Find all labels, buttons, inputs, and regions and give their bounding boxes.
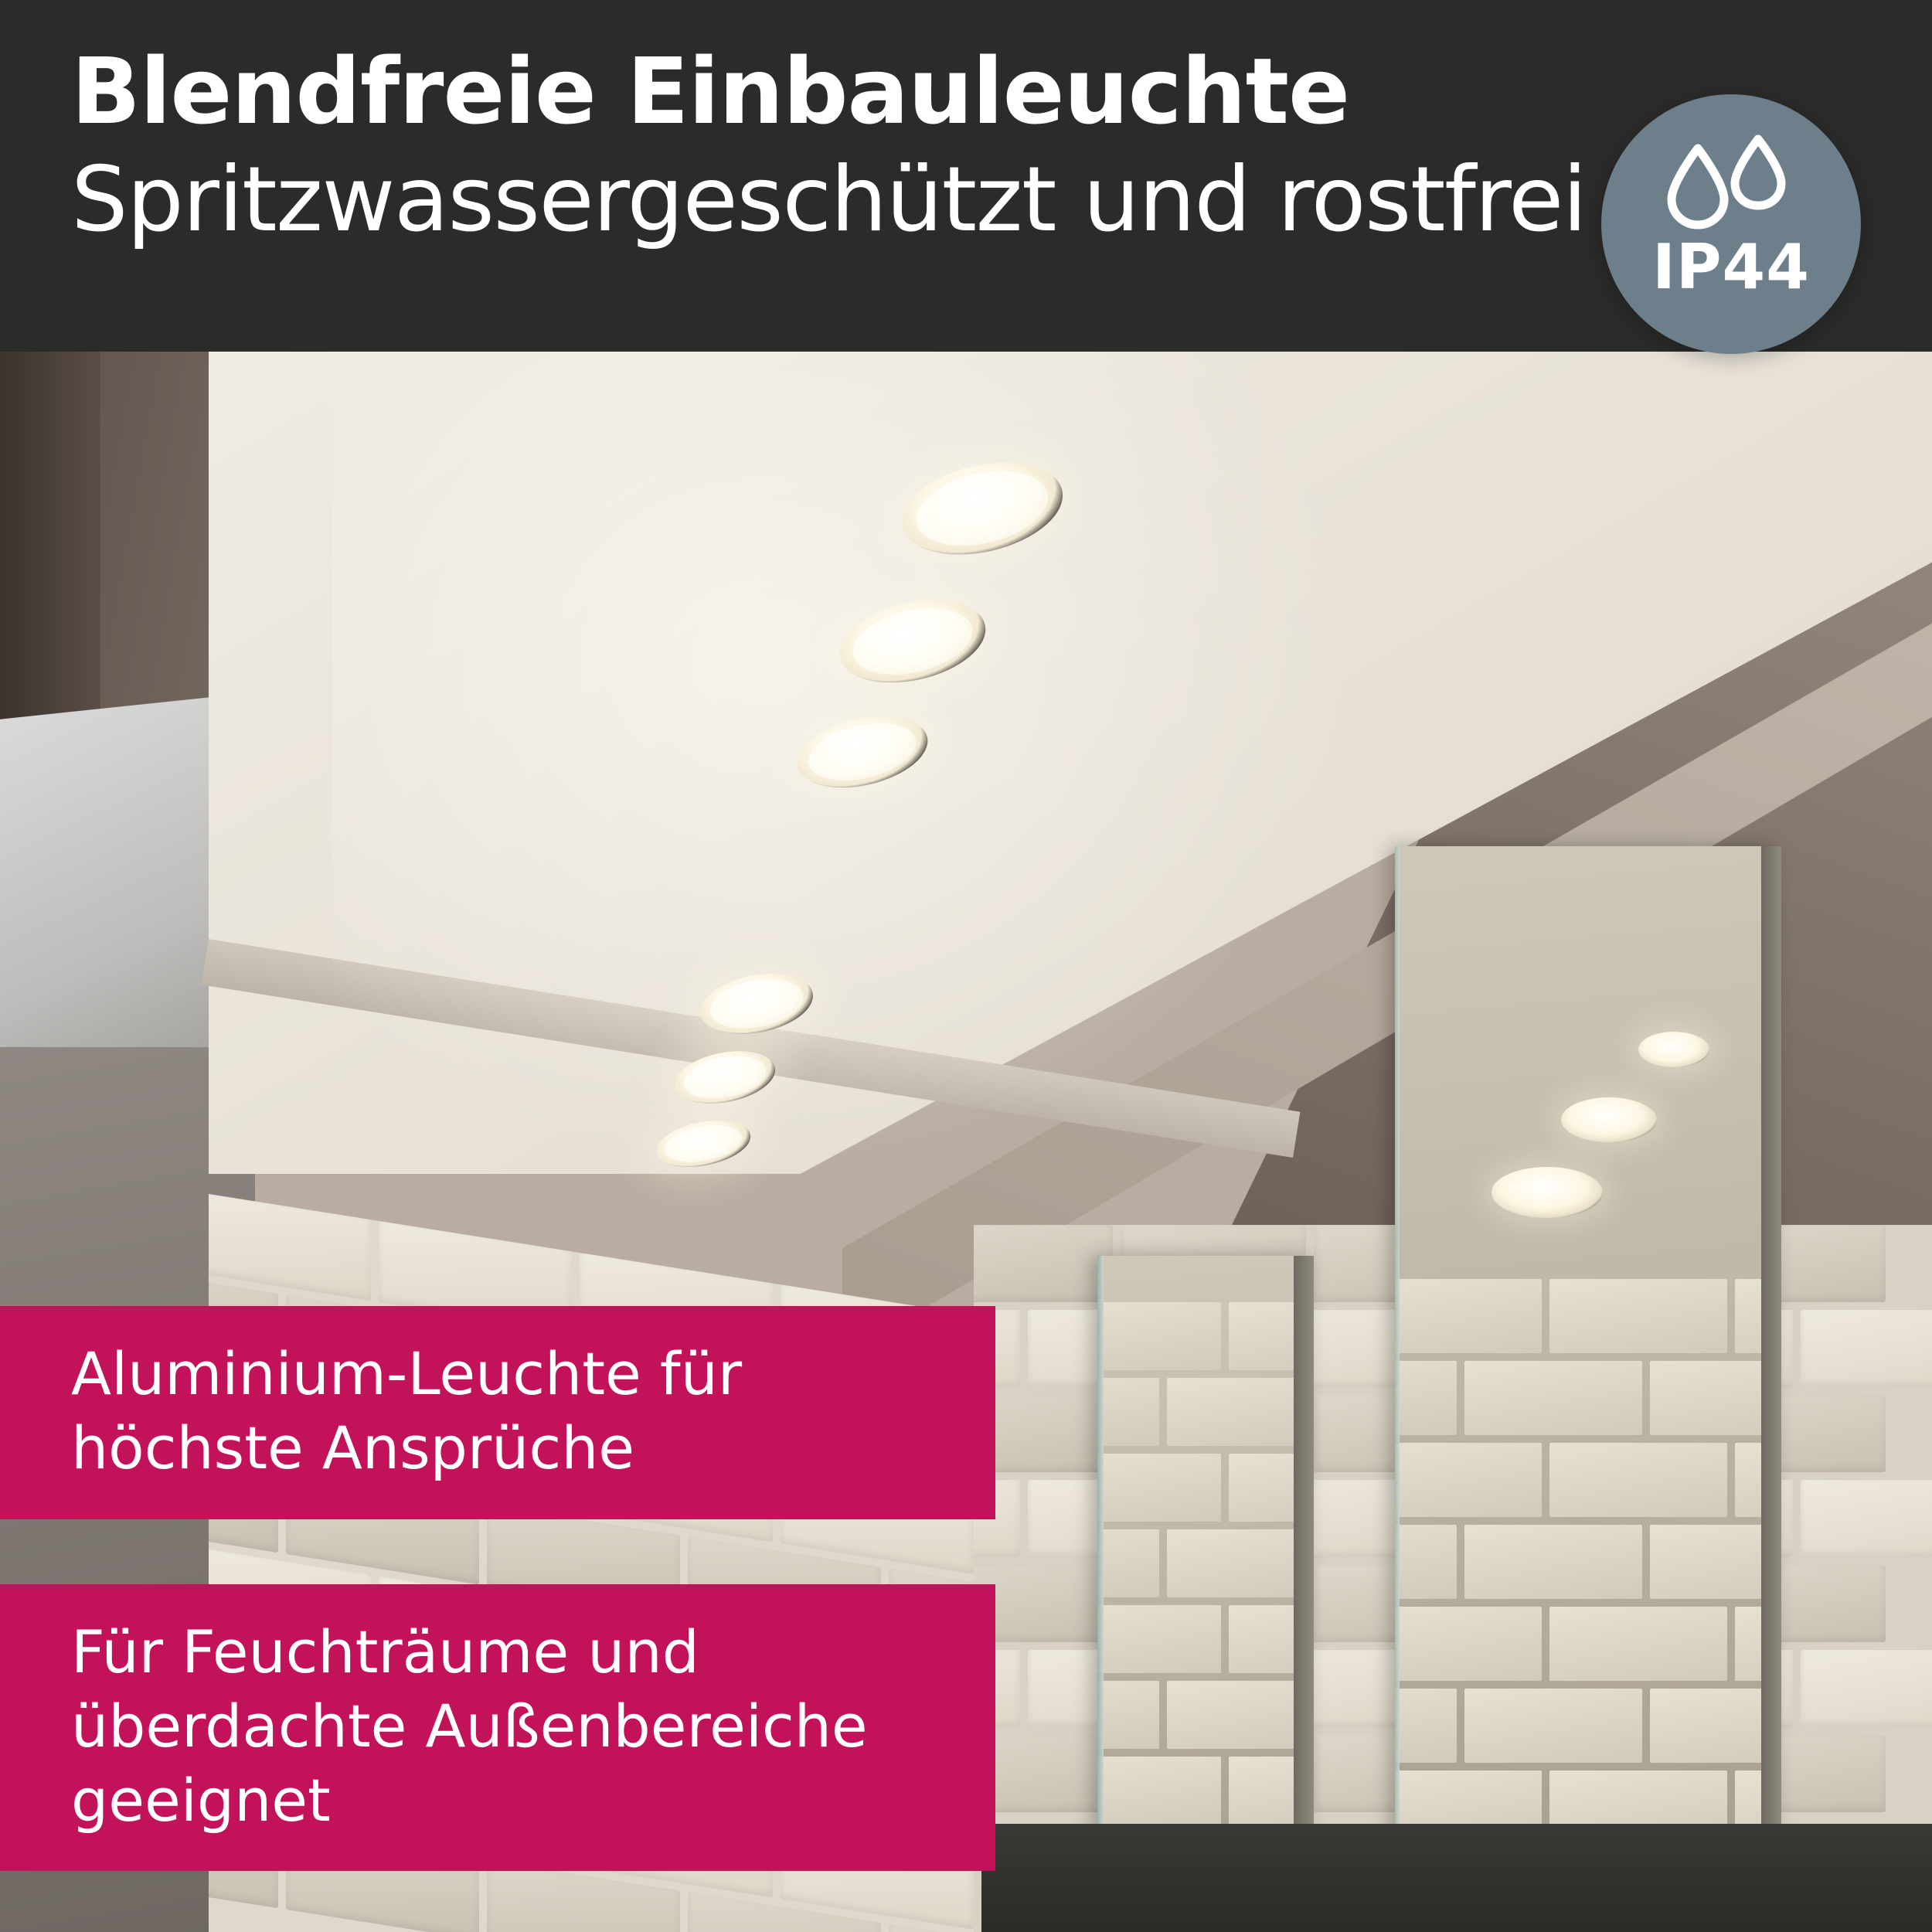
callout-material: Aluminium-Leuchte für höchste Ansprüche <box>0 1306 995 1519</box>
page-title: Blendfreie Einbauleuchte <box>71 38 1350 145</box>
page-subtitle: Spritzwassergeschützt und rostfrei <box>71 148 1587 253</box>
mirror-small-glass-edge <box>1097 1256 1104 1889</box>
mirror-large <box>1395 846 1781 1882</box>
water-drops-icon <box>1601 134 1861 238</box>
ip44-badge <box>1601 94 1861 354</box>
dark-counter <box>981 1824 1932 1932</box>
mirror-lamp-3 <box>1492 1167 1603 1218</box>
mirror-large-edge <box>1761 846 1781 1882</box>
mirror-lamp-1 <box>1638 1032 1709 1067</box>
mirror-small-edge <box>1294 1256 1314 1889</box>
callout-usage: Für Feuchträume und überdachte Außenbereiche geeignet <box>0 1584 995 1871</box>
mirror-lamp-2 <box>1561 1097 1657 1142</box>
mirror-small <box>1097 1256 1314 1889</box>
ip44-label: IP44 <box>1652 231 1810 303</box>
mirror-large-glass-edge <box>1395 846 1400 1882</box>
